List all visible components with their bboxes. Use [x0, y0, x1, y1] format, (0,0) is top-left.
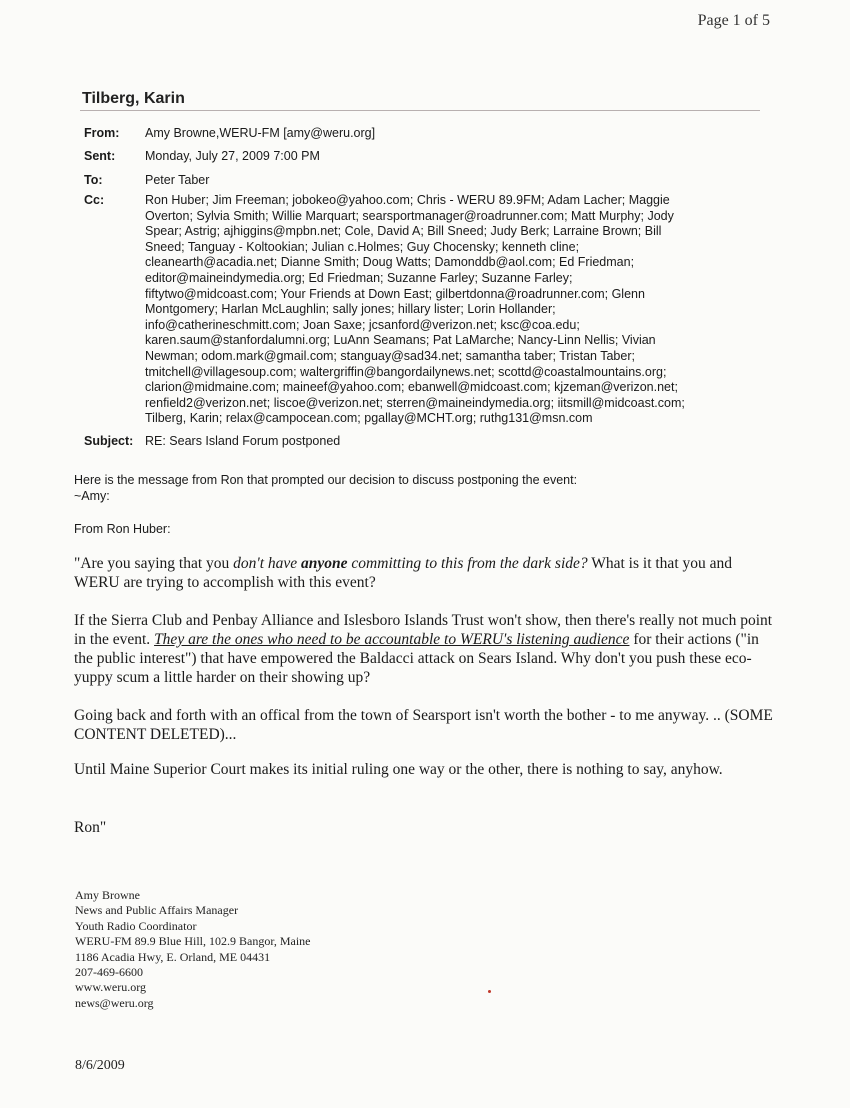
mailbox-owner: Tilberg, Karin	[82, 90, 185, 107]
quote-italic: don't have	[233, 555, 302, 572]
quote-paragraph-3	[74, 706, 774, 744]
cc-line: clarion@midmaine.com; maineef@yahoo.com; ebanwell@midcoast.com; kjzeman@verizon.net;	[145, 380, 678, 395]
subject-value: RE: Sears Island Forum postponed	[145, 434, 341, 448]
quote-text: Until Maine Superior Court makes its initial ruling one way or the other, there is nothing to say, anyhow.	[74, 761, 723, 778]
print-date: 8/6/2009	[75, 1058, 125, 1073]
cc-value	[145, 193, 755, 427]
quote-text: If the Sierra Club and Penbay Alliance and Islesboro Islands Trust won't show, then there's really not much point in the event.	[74, 612, 773, 648]
quote-bold-italic: anyone	[301, 555, 348, 572]
cc-line: tmitchell@villagesoup.com; waltergriffin@bangordailynews.net; scottd@coastalmountains.org;	[145, 364, 667, 379]
signature-website: www.weru.org	[75, 980, 146, 995]
quote-paragraph-4	[74, 760, 774, 779]
to-label: To:	[84, 173, 103, 187]
quote-text: for their actions ("in the public interest") that have empowered the Baldacci attack on Sears Island. Why don't you push these eco-yuppy scum a little harder on their showing up?	[74, 631, 759, 686]
quote-sign: Ron"	[74, 819, 107, 836]
quote-underlined-italic: They are the ones who need to be accountable to WERU's listening audience	[154, 631, 630, 648]
quote-text: "Are you saying that you	[74, 555, 234, 572]
intro-signoff: ~Amy:	[74, 489, 110, 503]
signature-name: Amy Browne	[75, 888, 140, 902]
cc-line: Tilberg, Karin; relax@campocean.com; pgallay@MCHT.org; ruthg131@msn.com	[145, 411, 593, 426]
cc-line: editor@maineindymedia.org; Ed Friedman; Suzanne Farley; Suzanne Farley;	[145, 270, 573, 285]
cc-label: Cc:	[84, 193, 105, 207]
scan-speck	[488, 990, 491, 993]
cc-line: fiftytwo@midcoast.com; Your Friends at Down East; gilbertdonna@roadrunner.com; Glenn	[145, 286, 645, 301]
cc-line: karen.saum@stanfordalumni.org; LuAnn Seamans; Pat LaMarche; Nancy-Linn Nellis; Vivian	[145, 333, 656, 348]
signature-title: News and Public Affairs Manager	[75, 903, 239, 918]
cc-line: info@catherineschmitt.com; Joan Saxe; jcsanford@verizon.net; ksc@coa.edu;	[145, 317, 580, 332]
quote-paragraph-1	[74, 554, 774, 592]
cc-line: Newman; odom.mark@gmail.com; stanguay@sad34.net; samantha taber; Tristan Taber;	[145, 348, 635, 363]
cc-line: renfield2@verizon.net; liscoe@verizon.net; sterren@maineindymedia.org; iitsmill@midcoast.com;	[145, 395, 685, 410]
signature-phone: 207-469-6600	[75, 965, 143, 980]
cc-line: Montgomery; Harlan McLaughlin; sally jones; hillary lister; Lorin Hollander;	[145, 302, 556, 317]
email-signature	[75, 888, 311, 1011]
cc-line: Sneed; Tanguay - Koltookian; Julian c.Holmes; Guy Chocensky; kenneth cline;	[145, 239, 580, 254]
cc-line: Ron Huber; Jim Freeman; jobokeo@yahoo.com; Chris - WERU 89.9FM; Adam Lacher; Maggie	[145, 193, 670, 207]
signature-address: 1186 Acadia Hwy, E. Orland, ME 04431	[75, 949, 271, 964]
cc-line: cleanearth@acadia.net; Dianne Smith; Doug Watts; Damonddb@aol.com; Ed Friedman;	[145, 255, 635, 270]
page-number: Page 1 of 5	[697, 12, 770, 29]
signature-email: news@weru.org	[75, 995, 154, 1010]
quote-text: Going back and forth with an offical from the town of Searsport isn't worth the bother - to me anyway. .. (SOME CONTENT DELETED)...	[74, 707, 773, 743]
to-value: Peter Taber	[145, 173, 210, 187]
from-ron-line: From Ron Huber:	[74, 522, 171, 536]
quote-italic: committing to this from the dark side?	[347, 555, 588, 572]
subject-label: Subject:	[84, 434, 134, 448]
from-value: Amy Browne,WERU-FM [amy@weru.org]	[145, 126, 376, 140]
signature-title: Youth Radio Coordinator	[75, 918, 197, 933]
intro-line: Here is the message from Ron that prompted our decision to discuss postponing the event:	[74, 473, 578, 487]
from-label: From:	[84, 126, 120, 140]
cc-line: Overton; Sylvia Smith; Willie Marquart; searsportmanager@roadrunner.com; Matt Murphy; Jody	[145, 208, 674, 223]
sent-label: Sent:	[84, 149, 116, 163]
cc-line: Spear; Astrig; ajhiggins@mpbn.net; Cole, David A; Bill Sneed; Judy Berk; Larraine Brown; Bill	[145, 224, 662, 239]
quote-paragraph-2	[74, 611, 774, 687]
quote-text: What is it that you and WERU are trying to accomplish with this event?	[74, 555, 732, 591]
sent-value: Monday, July 27, 2009 7:00 PM	[145, 149, 320, 163]
header-divider	[80, 110, 760, 111]
signature-station: WERU-FM 89.9 Blue Hill, 102.9 Bangor, Maine	[75, 934, 311, 949]
